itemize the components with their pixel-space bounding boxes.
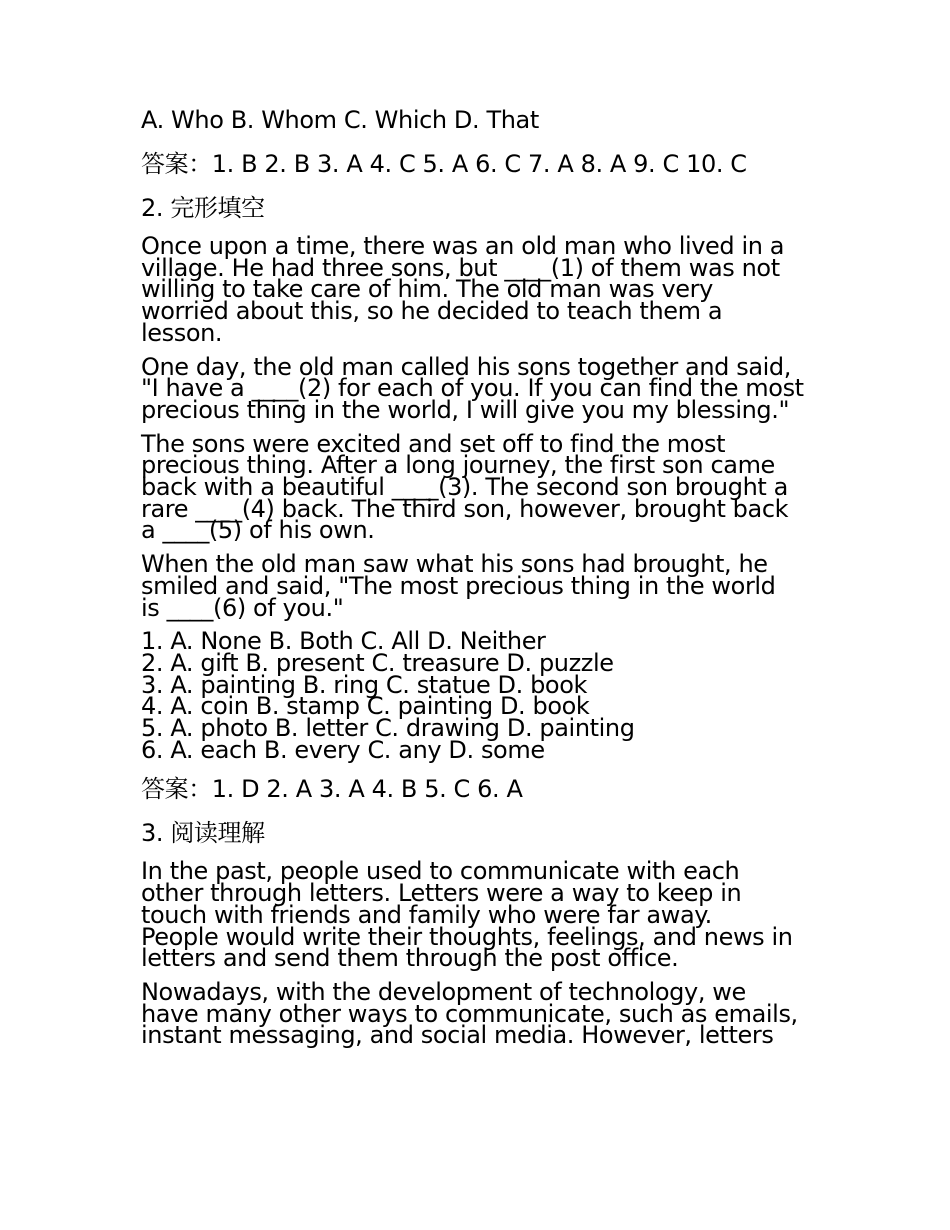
text-line: is ____(6) of you." [141, 593, 344, 622]
reading-paragraph-2 [141, 977, 821, 1050]
option-line: 6. A. each B. every C. any D. some [141, 735, 545, 764]
text-line: instant messaging, and social media. However, letters [141, 1021, 774, 1050]
reading-paragraph-1 [141, 857, 821, 973]
answer-key-section1: 答案：1. B 2. B 3. A 4. C 5. A 6. C 7. A 8. A 9. C 10. C [141, 150, 747, 178]
option-line: 4. A. coin B. stamp C. painting D. book [141, 692, 590, 721]
text-line: lesson. [141, 318, 223, 347]
option-line: 1. A. None B. Both C. All D. Neither [141, 627, 546, 656]
option-line: 2. A. gift B. present C. treasure D. puzzle [141, 648, 614, 677]
section-heading-reading: 3. 阅读理解 [141, 819, 265, 848]
text-line: In the past, people used to communicate with each [141, 857, 740, 886]
options-line-section1: A. Who B. Whom C. Which D. That [141, 106, 539, 134]
text-line: Once upon a time, there was an old man who lived in a [141, 232, 785, 260]
cloze-paragraph-1 [141, 232, 821, 347]
text-line: "I have a ____(2) for each of you. If you can find the most [141, 374, 804, 403]
text-line: precious thing. After a long journey, the first son came [141, 451, 775, 480]
text-line: back with a beautiful ____(3). The second son brought a [141, 473, 788, 502]
text-line: village. He had three sons, but ____(1) of them was not [141, 253, 780, 282]
text-line: other through letters. Letters were a way to keep in [141, 879, 742, 908]
cloze-paragraph-4 [141, 550, 821, 622]
text-line: worried about this, so he decided to teach them a [141, 297, 723, 326]
text-line: The sons were excited and set off to find the most [141, 429, 726, 458]
text-line: smiled and said, "The most precious thing in the world [141, 571, 776, 600]
text-line: rare ____(4) back. The third son, however, brought back [141, 494, 789, 523]
cloze-options-list [141, 627, 821, 764]
text-line: willing to take care of him. The old man was very [141, 275, 713, 304]
text-line: letters and send them through the post office. [141, 944, 679, 973]
text-line: precious thing in the world, I will give you my blessing." [141, 395, 790, 424]
cloze-paragraph-3 [141, 429, 821, 545]
option-line: 5. A. photo B. letter C. drawing D. painting [141, 714, 635, 743]
text-line: One day, the old man called his sons together and said, [141, 352, 791, 381]
cloze-paragraph-2 [141, 352, 821, 424]
text-line: When the old man saw what his sons had brought, he [141, 550, 768, 579]
answer-key-section2: 答案：1. D 2. A 3. A 4. B 5. C 6. A [141, 775, 523, 804]
text-line: People would write their thoughts, feelings, and news in [141, 922, 793, 951]
text-line: have many other ways to communicate, such as emails, [141, 999, 798, 1028]
document-page [141, 104, 821, 1059]
text-line: touch with friends and family who were far away. [141, 900, 712, 929]
text-line: Nowadays, with the development of technology, we [141, 977, 746, 1006]
text-line: a ____(5) of his own. [141, 516, 375, 545]
section-heading-cloze: 2. 完形填空 [141, 194, 265, 222]
option-line: 3. A. painting B. ring C. statue D. book [141, 670, 587, 699]
